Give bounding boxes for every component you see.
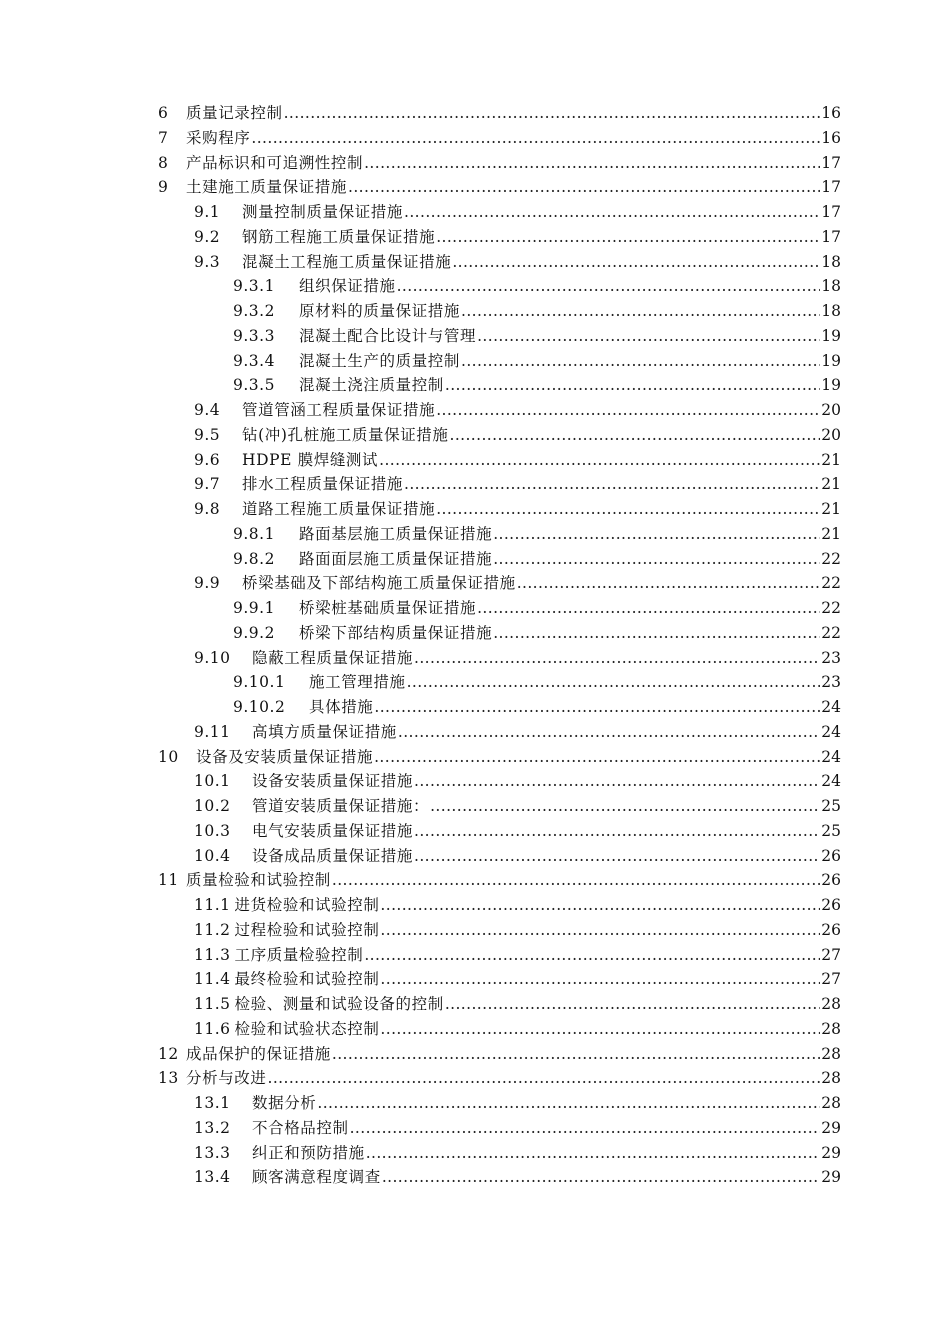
toc-entry[interactable] xyxy=(158,1141,841,1166)
toc-entry-page-number: 21 xyxy=(821,450,841,469)
toc-entry-title: 成品保护的保证措施 xyxy=(186,1044,331,1063)
toc-entry-page-number: 20 xyxy=(821,401,841,419)
toc-entry-page-number: 22 xyxy=(821,549,841,568)
toc-entry[interactable] xyxy=(158,423,841,448)
toc-entry-number: 11.2 xyxy=(194,920,231,939)
toc-entry-number: 9.2 xyxy=(194,227,221,246)
toc-entry-number: 10.1 xyxy=(194,772,231,791)
toc-entry[interactable] xyxy=(158,868,841,893)
toc-entry[interactable] xyxy=(158,745,841,770)
toc-entry-title: 管道安装质量保证措施： xyxy=(252,797,430,815)
toc-entry-page-number: 26 xyxy=(821,846,841,865)
toc-entry-page-number: 23 xyxy=(821,648,841,667)
toc-entry-page-number: 18 xyxy=(821,252,841,271)
toc-dot-leader xyxy=(445,992,820,1017)
toc-entry-number: 13.3 xyxy=(194,1143,231,1162)
toc-dot-leader xyxy=(366,1141,821,1166)
toc-entry-number: 7 xyxy=(158,128,169,147)
toc-entry-page-number: 21 xyxy=(821,524,841,543)
toc-entry-title: 设备成品质量保证措施 xyxy=(252,846,414,865)
toc-entry-number: 9.10.2 xyxy=(233,698,286,716)
toc-entry[interactable] xyxy=(158,893,841,918)
toc-entry-number: 9.9.2 xyxy=(233,623,275,642)
toc-entry-title: 原材料的质量保证措施 xyxy=(299,302,461,320)
toc-entry[interactable] xyxy=(158,695,841,720)
toc-entry[interactable] xyxy=(158,522,841,547)
toc-entry-title: 土建施工质量保证措施 xyxy=(186,178,348,197)
toc-dot-leader xyxy=(380,1017,820,1042)
toc-dot-leader xyxy=(430,794,820,819)
toc-entry-title: 采购程序 xyxy=(186,128,251,147)
toc-entry-page-number: 29 xyxy=(821,1118,841,1137)
toc-entry-title: 电气安装质量保证措施 xyxy=(252,821,414,840)
toc-entry-title: 混凝土生产的质量控制 xyxy=(299,351,461,370)
toc-dot-leader xyxy=(436,398,820,423)
toc-entry[interactable] xyxy=(158,621,841,646)
toc-dot-leader xyxy=(450,423,821,448)
toc-entry-number: 10.3 xyxy=(194,821,231,840)
toc-entry-title: 分析与改进 xyxy=(186,1069,267,1088)
toc-entry-title: 质量记录控制 xyxy=(186,104,283,122)
toc-entry-page-number: 28 xyxy=(821,1094,841,1112)
toc-dot-leader xyxy=(251,126,820,151)
toc-entry-number: 9.9.1 xyxy=(233,599,275,617)
toc-dot-leader xyxy=(436,225,820,250)
toc-entry[interactable] xyxy=(158,299,841,324)
toc-entry-number: 9.6 xyxy=(194,450,221,469)
toc-entry-number: 10.2 xyxy=(194,797,231,815)
toc-entry-number: 9.1 xyxy=(194,203,221,221)
toc-entry[interactable] xyxy=(158,670,841,695)
toc-entry[interactable] xyxy=(158,349,841,374)
toc-entry-number: 11.5 xyxy=(194,995,231,1013)
toc-entry-number: 10.4 xyxy=(194,846,231,865)
toc-entry-page-number: 16 xyxy=(821,128,841,147)
toc-entry-page-number: 16 xyxy=(821,104,841,122)
toc-entry-number: 9.8 xyxy=(194,500,221,518)
toc-entry-number: 13 xyxy=(158,1069,179,1088)
toc-entry-number: 11.6 xyxy=(194,1019,231,1038)
toc-entry-page-number: 22 xyxy=(821,623,841,642)
toc-entry[interactable] xyxy=(158,1042,841,1067)
toc-entry-title: 测量控制质量保证措施 xyxy=(242,203,404,221)
toc-dot-leader xyxy=(404,472,820,497)
toc-entry-page-number: 17 xyxy=(821,153,841,172)
toc-entry-page-number: 26 xyxy=(821,871,841,890)
toc-entry-title: 路面面层施工质量保证措施 xyxy=(299,549,493,568)
toc-entry-page-number: 24 xyxy=(821,722,841,741)
toc-entry-title: 最终检验和试验控制 xyxy=(234,970,380,989)
toc-dot-leader xyxy=(414,819,820,844)
toc-entry-title: 道路工程施工质量保证措施 xyxy=(242,500,436,518)
toc-entry-title: 混凝土配合比设计与管理 xyxy=(299,326,477,345)
toc-entry[interactable] xyxy=(158,967,841,992)
toc-dot-leader xyxy=(517,571,821,596)
toc-dot-leader xyxy=(332,1042,820,1067)
toc-entry-page-number: 24 xyxy=(821,747,841,766)
toc-entry-page-number: 26 xyxy=(821,920,841,939)
toc-entry-number: 9.3.2 xyxy=(233,302,275,320)
toc-dot-leader xyxy=(493,547,820,572)
toc-entry-page-number: 23 xyxy=(821,673,841,692)
toc-entry[interactable] xyxy=(158,769,841,794)
toc-entry-title: 数据分析 xyxy=(252,1094,317,1112)
toc-entry[interactable] xyxy=(158,175,841,200)
toc-dot-leader xyxy=(379,448,820,473)
toc-entry-page-number: 21 xyxy=(821,500,841,518)
toc-entry[interactable] xyxy=(158,225,841,250)
toc-entry-title: 路面基层施工质量保证措施 xyxy=(299,524,493,543)
toc-entry-number: 13.4 xyxy=(194,1168,231,1187)
toc-entry-page-number: 24 xyxy=(821,772,841,791)
toc-entry[interactable] xyxy=(158,547,841,572)
toc-entry-page-number: 18 xyxy=(821,277,841,296)
toc-entry-page-number: 19 xyxy=(821,376,841,395)
toc-dot-leader xyxy=(332,868,820,893)
toc-entry-number: 9.3.1 xyxy=(233,277,275,296)
toc-entry[interactable] xyxy=(158,819,841,844)
toc-entry-title: 工序质量检验控制 xyxy=(234,945,364,964)
toc-entry-number: 9.3 xyxy=(194,252,221,271)
toc-entry-number: 12 xyxy=(158,1044,179,1063)
toc-entry-title: 质量检验和试验控制 xyxy=(186,871,331,890)
toc-entry[interactable] xyxy=(158,373,841,398)
toc-entry-title: 设备及安装质量保证措施 xyxy=(196,747,374,766)
toc-dot-leader xyxy=(382,1165,820,1190)
toc-entry-number: 11 xyxy=(158,871,179,890)
toc-entry-title: 顾客满意程度调查 xyxy=(252,1168,381,1187)
toc-entry-title: 桥梁下部结构质量保证措施 xyxy=(299,623,493,642)
toc-entry-title: 进货检验和试验控制 xyxy=(234,896,380,914)
toc-entry-page-number: 20 xyxy=(821,425,841,444)
toc-entry[interactable] xyxy=(158,1017,841,1042)
toc-entry-title: 组织保证措施 xyxy=(299,277,396,296)
toc-entry-page-number: 22 xyxy=(821,599,841,617)
toc-entry-title: 排水工程质量保证措施 xyxy=(242,475,404,494)
toc-entry-title: 具体措施 xyxy=(309,698,374,716)
toc-entry[interactable] xyxy=(158,1165,841,1190)
toc-entry-number: 9.3.3 xyxy=(233,326,275,345)
toc-entry[interactable] xyxy=(158,497,841,522)
toc-dot-leader xyxy=(374,695,820,720)
toc-entry-page-number: 22 xyxy=(821,574,841,593)
toc-entry-title: 产品标识和可追溯性控制 xyxy=(186,153,364,172)
toc-entry-title: 检验、测量和试验设备的控制 xyxy=(234,995,444,1013)
toc-dot-leader xyxy=(380,918,820,943)
toc-dot-leader xyxy=(452,250,820,275)
toc-entry-number: 9.7 xyxy=(194,475,221,494)
toc-entry-page-number: 28 xyxy=(821,1019,841,1038)
toc-entry-number: 11.4 xyxy=(194,970,231,989)
toc-entry-page-number: 27 xyxy=(821,945,841,964)
toc-entry[interactable] xyxy=(158,992,841,1017)
toc-entry-page-number: 18 xyxy=(821,302,841,320)
table-of-contents xyxy=(158,101,841,1190)
toc-entry-page-number: 29 xyxy=(821,1168,841,1187)
toc-dot-leader xyxy=(445,373,820,398)
toc-entry-page-number: 28 xyxy=(821,1044,841,1063)
toc-entry[interactable] xyxy=(158,646,841,671)
toc-dot-leader xyxy=(414,769,820,794)
toc-dot-leader xyxy=(461,349,820,374)
toc-entry-page-number: 27 xyxy=(821,970,841,989)
toc-entry-title: 隐蔽工程质量保证措施 xyxy=(252,648,414,667)
toc-entry-page-number: 17 xyxy=(821,203,841,221)
toc-entry[interactable] xyxy=(158,101,841,126)
toc-entry-title: 不合格品控制 xyxy=(252,1118,349,1137)
toc-dot-leader xyxy=(493,621,820,646)
toc-entry[interactable] xyxy=(158,720,841,745)
toc-entry-number: 9.9 xyxy=(194,574,221,593)
toc-entry[interactable] xyxy=(158,571,841,596)
toc-entry-number: 9.3.4 xyxy=(233,351,275,370)
toc-entry-number: 10 xyxy=(158,747,179,766)
toc-entry[interactable] xyxy=(158,151,841,176)
toc-entry-title: 混凝土浇注质量控制 xyxy=(299,376,444,395)
toc-entry-page-number: 28 xyxy=(821,1069,841,1088)
toc-entry[interactable] xyxy=(158,398,841,423)
toc-entry-number: 9.4 xyxy=(194,401,221,419)
toc-dot-leader xyxy=(414,646,820,671)
toc-entry-number: 8 xyxy=(158,153,169,172)
toc-dot-leader xyxy=(436,497,820,522)
toc-entry[interactable] xyxy=(158,1116,841,1141)
toc-entry[interactable] xyxy=(158,448,841,473)
toc-entry-number: 9.5 xyxy=(194,425,221,444)
toc-dot-leader xyxy=(317,1091,820,1116)
toc-dot-leader xyxy=(397,274,821,299)
toc-dot-leader xyxy=(414,844,820,869)
toc-entry-title: 钻(冲)孔桩施工质量保证措施 xyxy=(242,425,449,444)
toc-dot-leader xyxy=(477,324,820,349)
toc-entry[interactable] xyxy=(158,472,841,497)
toc-entry-title: 管道管涵工程质量保证措施 xyxy=(242,401,436,419)
toc-dot-leader xyxy=(380,893,820,918)
toc-entry-number: 9.10.1 xyxy=(233,673,286,692)
toc-entry-number: 11.1 xyxy=(194,896,231,914)
toc-entry-page-number: 19 xyxy=(821,326,841,345)
toc-dot-leader xyxy=(268,1066,821,1091)
toc-entry-title: 混凝土工程施工质量保证措施 xyxy=(242,252,452,271)
toc-dot-leader xyxy=(380,967,820,992)
toc-entry-number: 13.2 xyxy=(194,1118,231,1137)
toc-entry-title: 桥梁基础及下部结构施工质量保证措施 xyxy=(242,574,516,593)
toc-entry-number: 9 xyxy=(158,178,169,197)
toc-entry[interactable] xyxy=(158,918,841,943)
toc-entry-page-number: 17 xyxy=(821,227,841,246)
toc-dot-leader xyxy=(364,943,820,968)
toc-entry[interactable] xyxy=(158,274,841,299)
toc-entry-number: 6 xyxy=(158,104,169,122)
toc-entry-title: HDPE 膜焊缝测试 xyxy=(242,450,379,469)
toc-entry[interactable] xyxy=(158,844,841,869)
toc-entry-number: 9.10 xyxy=(194,648,231,667)
toc-entry-number: 9.3.5 xyxy=(233,376,275,395)
toc-entry-title: 钢筋工程施工质量保证措施 xyxy=(242,227,436,246)
toc-entry-title: 过程检验和试验控制 xyxy=(234,920,380,939)
toc-entry-number: 9.8.2 xyxy=(233,549,275,568)
toc-entry-page-number: 25 xyxy=(821,821,841,840)
toc-dot-leader xyxy=(284,101,821,126)
toc-entry[interactable] xyxy=(158,1091,841,1116)
toc-entry[interactable] xyxy=(158,943,841,968)
toc-entry-title: 检验和试验状态控制 xyxy=(234,1019,380,1038)
toc-entry[interactable] xyxy=(158,1066,841,1091)
toc-entry-title: 高填方质量保证措施 xyxy=(252,722,397,741)
toc-entry-title: 纠正和预防措施 xyxy=(252,1143,365,1162)
toc-entry[interactable] xyxy=(158,250,841,275)
toc-dot-leader xyxy=(477,596,820,621)
toc-dot-leader xyxy=(398,720,820,745)
toc-entry-number: 11.3 xyxy=(194,945,231,964)
toc-entry[interactable] xyxy=(158,200,841,225)
toc-dot-leader xyxy=(374,745,820,770)
toc-entry-page-number: 25 xyxy=(821,797,841,815)
toc-entry-page-number: 17 xyxy=(821,178,841,197)
toc-entry[interactable] xyxy=(158,324,841,349)
toc-dot-leader xyxy=(493,522,820,547)
toc-entry-page-number: 21 xyxy=(821,475,841,494)
toc-entry[interactable] xyxy=(158,596,841,621)
toc-entry-page-number: 24 xyxy=(821,698,841,716)
toc-entry-number: 9.8.1 xyxy=(233,524,275,543)
toc-entry-page-number: 26 xyxy=(821,896,841,914)
toc-entry-page-number: 28 xyxy=(821,995,841,1013)
toc-entry-page-number: 29 xyxy=(821,1143,841,1162)
toc-entry-title: 施工管理措施 xyxy=(309,673,406,692)
toc-entry-number: 9.11 xyxy=(194,722,231,741)
toc-dot-leader xyxy=(348,175,820,200)
toc-entry-title: 桥梁桩基础质量保证措施 xyxy=(299,599,477,617)
toc-dot-leader xyxy=(350,1116,821,1141)
toc-dot-leader xyxy=(461,299,820,324)
toc-dot-leader xyxy=(364,151,820,176)
toc-entry-page-number: 19 xyxy=(821,351,841,370)
toc-entry-title: 设备安装质量保证措施 xyxy=(252,772,414,791)
toc-dot-leader xyxy=(407,670,821,695)
toc-dot-leader xyxy=(404,200,820,225)
toc-entry-number: 13.1 xyxy=(194,1094,231,1112)
toc-entry[interactable] xyxy=(158,794,841,819)
toc-entry[interactable] xyxy=(158,126,841,151)
